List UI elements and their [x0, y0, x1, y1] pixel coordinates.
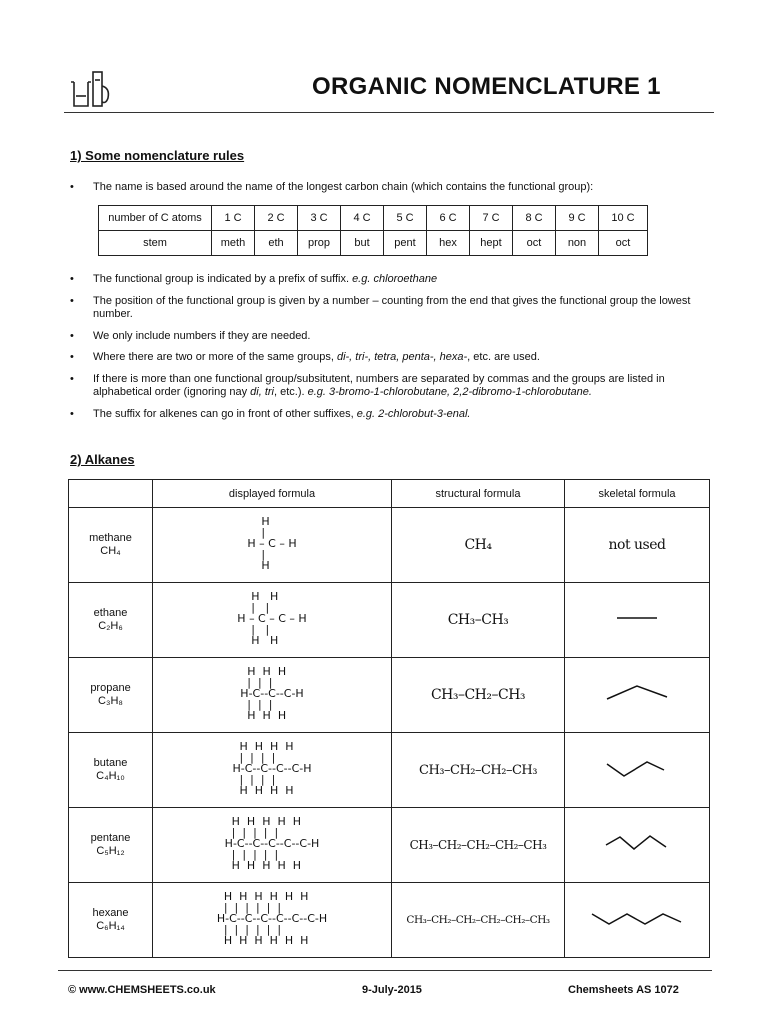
table-row	[69, 808, 710, 883]
alkanes-table	[68, 479, 710, 958]
table-cell: 1 C	[212, 206, 255, 231]
table-row-label: stem	[99, 231, 212, 256]
skeletal-formula	[565, 883, 710, 958]
table-cell: eth	[255, 231, 298, 256]
compound-name: ethane C₂H₆	[69, 583, 153, 658]
table-cell: but	[341, 231, 384, 256]
table-cell: 2 C	[255, 206, 298, 231]
table-row	[69, 883, 710, 958]
displayed-formula: H H H | | | H-C--C--C-H | | | H H H	[240, 665, 304, 722]
skeletal-butane	[602, 756, 672, 780]
displayed-formula: H | H – C – H | H	[247, 515, 297, 572]
table-row	[69, 658, 710, 733]
footer-website: © www.CHEMSHEETS.co.uk	[68, 984, 216, 996]
displayed-formula: H H | | H – C – C – H | | H H	[237, 590, 307, 647]
table-row	[69, 508, 710, 583]
table-cell: 7 C	[470, 206, 513, 231]
table-cell: hept	[470, 231, 513, 256]
structural-formula: CH₄	[392, 508, 565, 583]
structural-formula: CH₃–CH₂–CH₂–CH₂–CH₃	[392, 808, 565, 883]
table-cell: 6 C	[427, 206, 470, 231]
skeletal-formula	[565, 808, 710, 883]
table-header-row	[69, 480, 710, 508]
footer-reference: Chemsheets AS 1072	[568, 984, 679, 996]
table-cell: meth	[212, 231, 255, 256]
column-header	[69, 480, 153, 508]
section-1-heading: 1) Some nomenclature rules	[70, 148, 245, 163]
displayed-formula: H H H H H | | | | | H-C--C--C--C--C-H | | | | | H H H H H	[224, 815, 320, 872]
table-cell: 8 C	[513, 206, 556, 231]
structural-formula: CH₃–CH₂–CH₃	[392, 658, 565, 733]
table-cell: oct	[599, 231, 648, 256]
structural-formula: CH₃–CH₃	[392, 583, 565, 658]
table-cell: 3 C	[298, 206, 341, 231]
skeletal-pentane	[602, 831, 672, 855]
footer-date: 9-July-2015	[362, 984, 422, 996]
table-cell: oct	[513, 231, 556, 256]
footer-divider	[58, 970, 712, 971]
compound-name: propane C₃H₈	[69, 658, 153, 733]
table-cell: non	[556, 231, 599, 256]
table-cell: hex	[427, 231, 470, 256]
skeletal-formula	[565, 658, 710, 733]
table-row	[69, 733, 710, 808]
structural-formula: CH₃–CH₂–CH₂–CH₃	[392, 733, 565, 808]
compound-name: butane C₄H₁₀	[69, 733, 153, 808]
carbon-count-row	[99, 206, 648, 231]
displayed-formula: H H H H H H | | | | | | H-C--C--C--C--C--C-H | | | | | | H H H H H H	[216, 890, 328, 947]
compound-name: methane CH₄	[69, 508, 153, 583]
skeletal-formula	[565, 583, 710, 658]
column-header: displayed formula	[153, 480, 392, 508]
compound-name: pentane C₅H₁₂	[69, 808, 153, 883]
table-cell: 4 C	[341, 206, 384, 231]
table-cell: 10 C	[599, 206, 648, 231]
table-cell: prop	[298, 231, 341, 256]
skeletal-hexane	[587, 906, 687, 930]
skeletal-ethane	[607, 608, 667, 628]
stem-row	[99, 231, 648, 256]
skeletal-propane	[602, 681, 672, 705]
lab-glassware-icon	[68, 66, 114, 110]
displayed-formula: H H H H | | | | H-C--C--C--C-H | | | | H H H H	[232, 740, 312, 797]
table-cell: pent	[384, 231, 427, 256]
compound-name: hexane C₆H₁₄	[69, 883, 153, 958]
table-row-label: number of C atoms	[99, 206, 212, 231]
section-2-heading: 2) Alkanes	[70, 452, 135, 467]
carbon-stem-table	[98, 205, 648, 256]
header-divider	[64, 112, 714, 113]
table-cell: 5 C	[384, 206, 427, 231]
skeletal-formula	[565, 733, 710, 808]
column-header: skeletal formula	[565, 480, 710, 508]
skeletal-formula: not used	[565, 508, 710, 583]
table-row	[69, 583, 710, 658]
structural-formula: CH₃–CH₂–CH₂–CH₂–CH₂–CH₃	[392, 883, 565, 958]
column-header: structural formula	[392, 480, 565, 508]
page-title: ORGANIC NOMENCLATURE 1	[312, 73, 661, 100]
table-cell: 9 C	[556, 206, 599, 231]
